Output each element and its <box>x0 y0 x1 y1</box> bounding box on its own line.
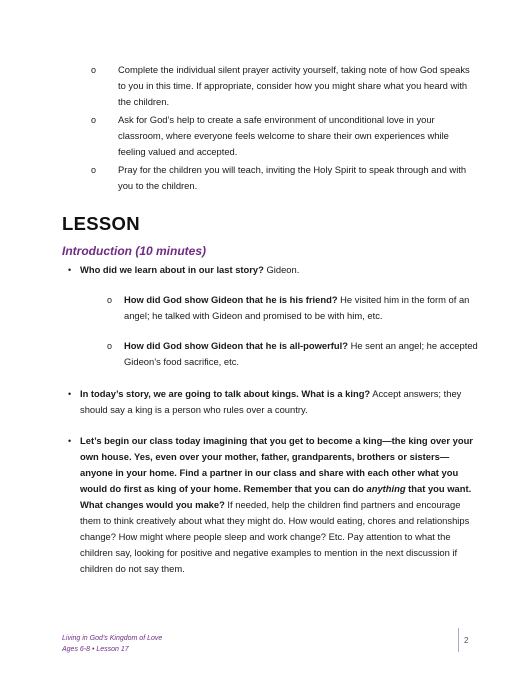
footer-subtitle: Ages 6-8 • Lesson 17 <box>62 646 129 653</box>
answer-text: Gideon. <box>263 264 300 275</box>
bullet-icon: • <box>68 436 72 446</box>
question-text: In today’s story, we are going to talk about kings. What is a king? <box>80 388 371 399</box>
list-item <box>68 262 480 278</box>
bullet-icon: • <box>68 265 72 275</box>
section-heading: Introduction (10 minutes) <box>62 244 206 258</box>
list-item <box>68 386 480 418</box>
list-item <box>107 292 480 324</box>
prep-item-text: Complete the individual silent prayer activity yourself, taking note of how God speaks to you in this time. If appropriate, consider how you might share what you heard with the children. <box>118 64 470 107</box>
footer-divider <box>458 628 459 652</box>
answer-text: Accept answers; they should say a king is a person who rules over a country. <box>80 388 462 415</box>
lesson-heading: LESSON <box>62 213 140 234</box>
emphasis-text: anything <box>366 483 406 494</box>
bullet-icon: • <box>68 389 72 399</box>
question-text: How did God show Gideon that he is his friend? <box>124 294 338 305</box>
list-item <box>107 338 480 370</box>
question-text: Who did we learn about in our last story? <box>80 264 264 275</box>
footer <box>62 633 162 655</box>
circle-bullet-icon: o <box>91 165 97 175</box>
list-item <box>68 433 480 577</box>
prep-item <box>91 162 476 194</box>
answer-text: He sent an angel; he accepted Gideon’s food sacrifice, etc. <box>124 340 478 367</box>
question-text: that you want. What changes would you make? <box>80 483 472 510</box>
page-number: 2 <box>464 636 469 645</box>
question-text: Let’s begin our class today imagining that you get to become a king—the king over your own house. Yes, even over your mother, father, grandparents, brothers or sisters—anyone in your home. Find a partner in our class and share with each other what you would do first as king of your home. Remember that you can do <box>80 435 473 494</box>
prep-item-text: Ask for God’s help to create a safe environment of unconditional love in your classroom, where everyone feels welcome to share their own experiences while feeling valued and accepted. <box>118 114 449 157</box>
prep-list <box>91 62 476 194</box>
circle-bullet-icon: o <box>91 65 97 75</box>
prep-item <box>91 112 476 160</box>
circle-bullet-icon: o <box>107 341 113 351</box>
question-text: How did God show Gideon that he is all-powerful? <box>124 340 348 351</box>
footer-title: Living in God’s Kingdom of Love <box>62 635 163 642</box>
answer-text: If needed, help the children find partners and encourage them to think creatively about what they might do. How would eating, chores and relationships change? How might where people sleep and work change? Etc. Pay attention to what the children say, looking for positive and negative examples to mention in the next discussion if children do not say them. <box>80 499 470 574</box>
circle-bullet-icon: o <box>91 115 97 125</box>
prep-item <box>91 62 476 110</box>
answer-text: He visited him in the form of an angel; he talked with Gideon and promised to be with him, etc. <box>124 294 470 321</box>
circle-bullet-icon: o <box>107 295 113 305</box>
prep-item-text: Pray for the children you will teach, inviting the Holy Spirit to speak through and with you to the children. <box>118 164 467 191</box>
